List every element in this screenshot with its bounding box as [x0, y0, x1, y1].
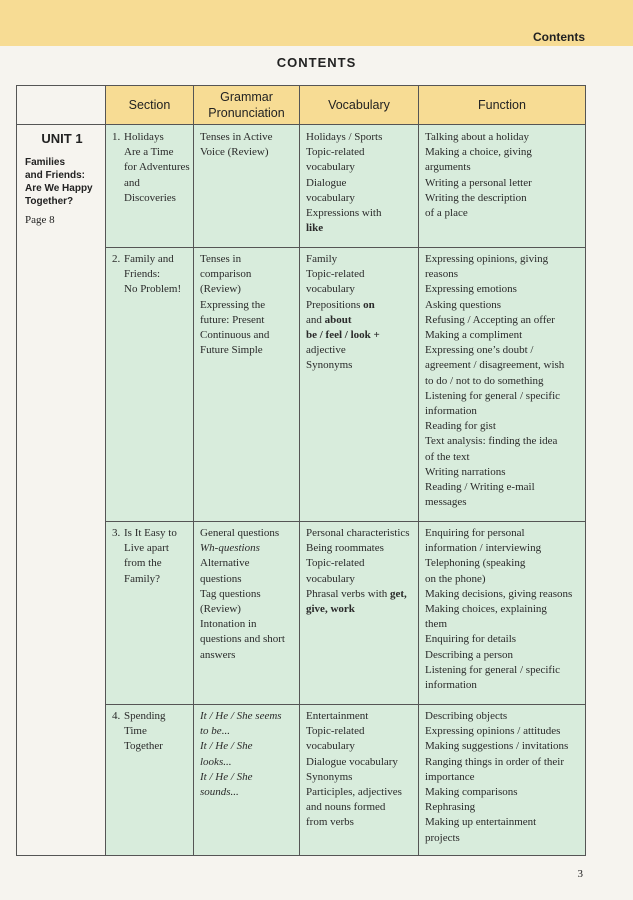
vocabulary-keyword: on [363, 298, 375, 311]
unit-title-line: Together? [25, 196, 74, 207]
vocabulary-line: Holidays / Sports [306, 131, 383, 143]
grammar-line: (Review) [200, 283, 241, 296]
grammar-line: questions [200, 572, 242, 585]
function-line: information [425, 679, 477, 692]
contents-table [16, 85, 586, 856]
vocabulary-line: Participles, adjectives [306, 786, 402, 799]
grammar-line: Tenses in Active [200, 131, 273, 143]
function-line: Ranging things in order of their [425, 755, 565, 768]
grammar-line [200, 770, 297, 785]
function-line: Expressing emotions [425, 283, 517, 296]
vocabulary-line [306, 221, 416, 236]
grammar-line [200, 724, 297, 739]
vocabulary-cell [300, 705, 419, 856]
function-cell [419, 522, 586, 705]
section-number: 3. [112, 527, 121, 539]
vocabulary-keyword: get, [390, 587, 407, 600]
function-line: Making decisions, giving reasons [425, 587, 573, 600]
section-line: Family and [124, 253, 174, 265]
grammar-header-line1: Grammar [220, 90, 273, 104]
grammar-italic-text: It / He / She [200, 740, 253, 753]
unit-label: UNIT 1 [41, 131, 83, 146]
vocabulary-line: and nouns formed [306, 801, 386, 814]
grammar-line [200, 739, 297, 754]
vocabulary-keyword: give, work [306, 603, 355, 616]
grammar-line: Expressing the [200, 298, 266, 311]
vocabulary-line: Phrasal verbs with get, [306, 587, 407, 600]
function-line: importance [425, 770, 475, 783]
vocabulary-line [306, 602, 416, 617]
section-line: No Problem! [124, 283, 182, 296]
function-line: Enquiring for details [425, 633, 517, 646]
function-line: Describing objects [425, 710, 508, 722]
function-line: Making a choice, giving [425, 146, 532, 159]
header-blank-cell [17, 86, 106, 125]
vocabulary-line: Family [306, 253, 338, 265]
function-line: Writing the description [425, 191, 527, 204]
grammar-cell [194, 125, 300, 248]
page-title: CONTENTS [276, 55, 357, 70]
function-line: agreement / disagreement, wish [425, 359, 565, 372]
function-line: to do / not to do something [425, 374, 544, 387]
section-line: for Adventures [124, 161, 190, 174]
function-line: information / interviewing [425, 542, 542, 555]
vocabulary-line: from verbs [306, 816, 354, 829]
header-label: Contents [533, 30, 585, 44]
section-line: Holidays [124, 131, 164, 143]
grammar-line: Continuous and [200, 329, 270, 342]
vocabulary-keyword: about [324, 313, 352, 326]
section-cell [106, 248, 194, 522]
function-line: Telephoning (speaking [425, 557, 526, 570]
section-line: Together [124, 740, 163, 753]
function-line: Asking questions [425, 298, 502, 311]
grammar-line: future: Present [200, 313, 265, 326]
section-line: and [124, 176, 140, 189]
function-line: of a place [425, 207, 468, 220]
section-line: Discoveries [124, 191, 176, 204]
function-cell [419, 248, 586, 522]
vocabulary-line: vocabulary [306, 572, 355, 585]
section-cell [106, 125, 194, 248]
function-cell [419, 125, 586, 248]
vocabulary-line: Synonyms [306, 359, 353, 372]
section-line: Family? [124, 572, 161, 585]
vocabulary-line: Synonyms [306, 770, 353, 783]
function-line: Refusing / Accepting an offer [425, 313, 555, 326]
section-line: Time [124, 725, 147, 738]
vocabulary-line [306, 328, 416, 343]
vocabulary-line: vocabulary [306, 740, 355, 753]
vocabulary-line: vocabulary [306, 191, 355, 204]
function-line: Reading for gist [425, 420, 496, 433]
vocabulary-line: vocabulary [306, 283, 355, 296]
vocabulary-line: Being roommates [306, 542, 384, 555]
function-line: Writing narrations [425, 465, 506, 478]
grammar-italic-text: to be... [200, 725, 230, 738]
section-number: 1. [112, 131, 121, 143]
function-line: Making up entertainment [425, 816, 537, 829]
function-line: Describing a person [425, 648, 513, 661]
vocabulary-line: Topic-related [306, 146, 365, 159]
grammar-italic-text: looks... [200, 755, 232, 768]
function-line: Listening for general / specific [425, 663, 561, 676]
header-row [17, 86, 586, 125]
function-line: Making comparisons [425, 786, 518, 799]
section-line: Spending [124, 710, 166, 722]
function-line: Making choices, explaining [425, 603, 547, 616]
grammar-cell [194, 248, 300, 522]
section-line: Are a Time [124, 146, 174, 159]
section-line: Friends: [124, 268, 161, 281]
section-line: from the [124, 557, 162, 570]
section-number: 4. [112, 710, 121, 722]
grammar-line: answers [200, 648, 236, 661]
function-line: Talking about a holiday [425, 131, 530, 143]
function-line: Rephrasing [425, 801, 476, 814]
grammar-line [200, 755, 297, 770]
table-row [17, 125, 586, 248]
page-number: 3 [577, 868, 583, 880]
function-line: Reading / Writing e-mail [425, 481, 535, 494]
grammar-line [200, 785, 297, 800]
vocabulary-cell [300, 125, 419, 248]
function-line: on the phone) [425, 572, 486, 585]
grammar-line: Intonation in [200, 618, 257, 631]
function-line: reasons [425, 268, 458, 281]
vocabulary-line: and about [306, 313, 352, 326]
vocabulary-line: Expressions with [306, 207, 382, 220]
function-line: Expressing opinions / attitudes [425, 725, 561, 738]
function-line: Expressing one’s doubt / [425, 344, 534, 357]
function-line: Text analysis: finding the idea [425, 435, 558, 448]
vocabulary-line: adjective [306, 344, 346, 357]
function-line: Enquiring for personal [425, 527, 525, 539]
section-cell [106, 522, 194, 705]
unit-title-line: and Friends: [25, 170, 86, 181]
section-line: Live apart [124, 542, 169, 555]
grammar-cell [194, 705, 300, 856]
section-number: 2. [112, 253, 121, 265]
unit-cell [17, 125, 106, 856]
function-line: Writing a personal letter [425, 176, 532, 189]
grammar-cell [194, 522, 300, 705]
grammar-line: Future Simple [200, 344, 263, 357]
function-cell [419, 705, 586, 856]
function-line: projects [425, 831, 460, 844]
unit-page-ref: Page 8 [25, 214, 55, 226]
grammar-header-line2: Pronunciation [208, 106, 285, 120]
function-line: Making a compliment [425, 329, 523, 342]
function-line: messages [425, 496, 467, 509]
grammar-line: Voice (Review) [200, 146, 269, 159]
grammar-line: General questions [200, 527, 280, 539]
unit-title-line: Families [25, 157, 66, 168]
grammar-italic-text: It / He / She [200, 770, 253, 783]
grammar-line: questions and short [200, 633, 285, 646]
grammar-line: Alternative [200, 557, 250, 570]
grammar-line [200, 709, 297, 724]
vocabulary-line: Prepositions on [306, 298, 375, 311]
function-line: information [425, 405, 477, 418]
unit-title-line: Are We Happy [25, 183, 93, 194]
vocabulary-line: Topic-related [306, 557, 365, 570]
vocabulary-line: Entertainment [306, 710, 369, 722]
column-header-function: Function [419, 86, 586, 125]
grammar-line: comparison [200, 268, 252, 281]
function-line: Listening for general / specific [425, 389, 561, 402]
vocabulary-line: vocabulary [306, 161, 355, 174]
column-header-section: Section [106, 86, 194, 125]
column-header-grammar [194, 86, 300, 125]
grammar-line [200, 541, 297, 556]
grammar-italic-text: It / He / She seems [200, 710, 282, 722]
section-line: Is It Easy to [124, 527, 177, 539]
vocabulary-line: Topic-related [306, 725, 365, 738]
grammar-wh-text: Wh-questions [200, 542, 260, 555]
vocabulary-keyword: be / feel / look + [306, 329, 380, 342]
vocabulary-keyword: like [306, 222, 324, 235]
vocabulary-cell [300, 248, 419, 522]
function-line: arguments [425, 161, 471, 174]
grammar-line: Tenses in [200, 253, 242, 265]
function-line: of the text [425, 450, 470, 463]
function-line: Making suggestions / invitations [425, 740, 569, 753]
vocabulary-line: Dialogue [306, 176, 347, 189]
unit-title [25, 156, 99, 208]
grammar-line: Tag questions [200, 587, 261, 600]
vocabulary-line: Personal characteristics [306, 527, 410, 539]
vocabulary-line: Dialogue vocabulary [306, 755, 398, 768]
grammar-line: (Review) [200, 603, 241, 616]
section-cell [106, 705, 194, 856]
vocabulary-line: Topic-related [306, 268, 365, 281]
function-line: them [425, 618, 447, 631]
column-header-vocabulary: Vocabulary [300, 86, 419, 125]
function-line: Expressing opinions, giving [425, 253, 549, 265]
grammar-italic-text: sounds... [200, 786, 239, 799]
header-bar [0, 0, 633, 46]
vocabulary-cell [300, 522, 419, 705]
